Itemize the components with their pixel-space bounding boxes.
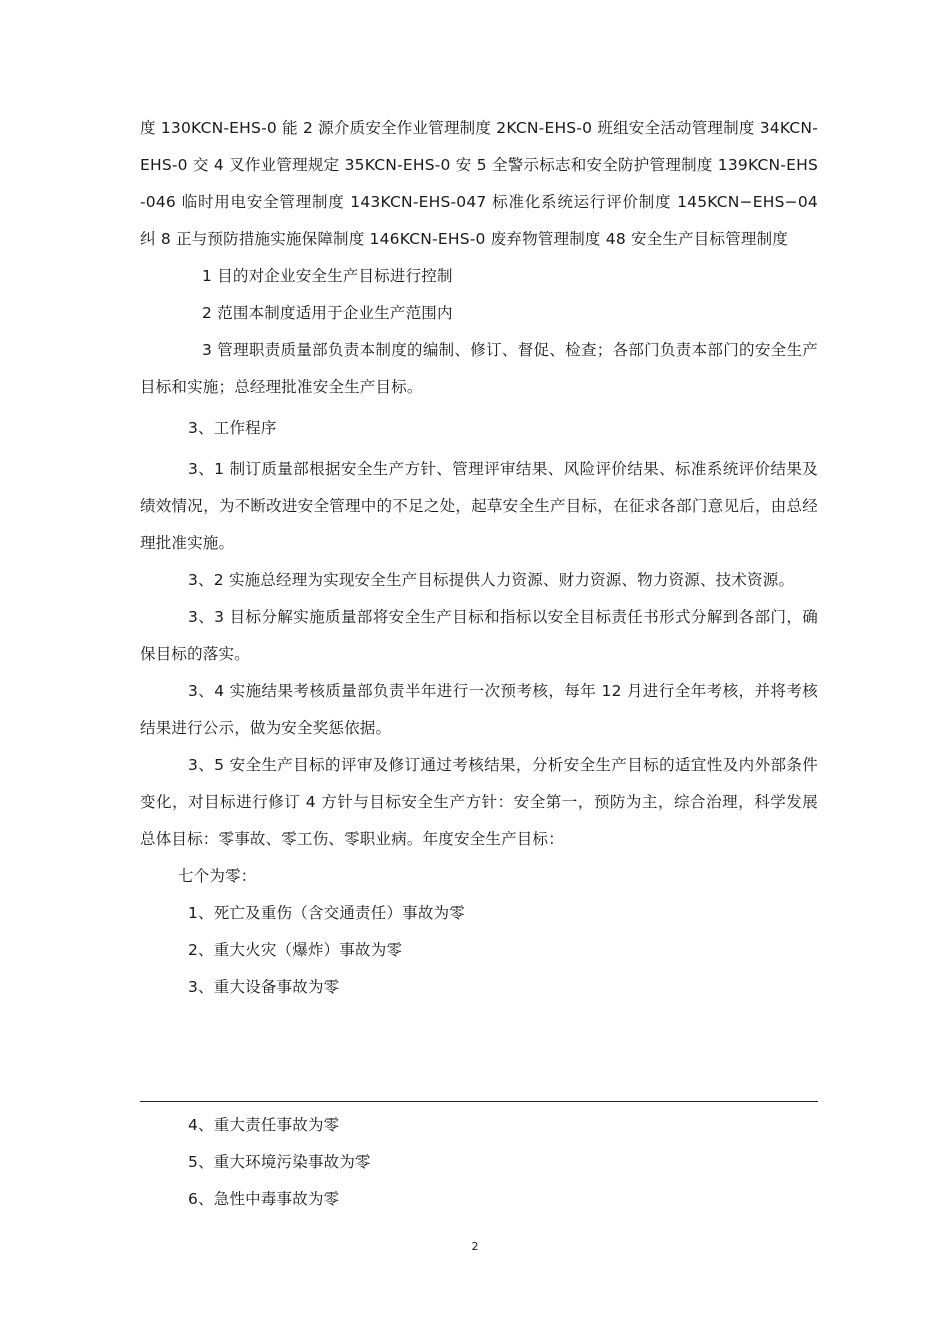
paragraph-scope: 2 范围本制度适用于企业生产范围内 bbox=[202, 304, 453, 322]
list-heading-seven-zeros: 七个为零： bbox=[178, 867, 257, 885]
paragraph-purpose: 1 目的对企业安全生产目标进行控制 bbox=[202, 267, 453, 285]
paragraph-3-4: 3、4 实施结果考核质量部负责半年进行一次预考核，每年 12 月进行全年考核，并将考核结果进行公示，做为安全奖惩依据。 bbox=[140, 682, 818, 737]
list-item: 5、重大环境污染事故为零 bbox=[188, 1153, 371, 1171]
paragraph-3-1: 3、1 制订质量部根据安全生产方针、管理评审结果、风险评价结果、标准系统评价结果及绩效情况，为不断改进安全管理中的不足之处，起草安全生产目标，在征求各部门意见后，由总经理批准实施。 bbox=[140, 460, 818, 552]
paragraph-responsibilities: 3 管理职责质量部负责本制度的编制、修订、督促、检查；各部门负责本部门的安全生产目标和实施；总经理批准安全生产目标。 bbox=[140, 341, 818, 396]
document-body bbox=[140, 110, 818, 1006]
horizontal-divider bbox=[140, 1101, 818, 1102]
list-item: 3、重大设备事故为零 bbox=[188, 978, 340, 996]
paragraph-3-2: 3、2 实施总经理为实现安全生产目标提供人力资源、财力资源、物力资源、技术资源。 bbox=[188, 571, 795, 589]
paragraph-3-3: 3、3 目标分解实施质量部将安全生产目标和指标以安全目标责任书形式分解到各部门，确保目标的落实。 bbox=[140, 608, 818, 663]
list-item: 4、重大责任事故为零 bbox=[188, 1116, 340, 1134]
page-number: 2 bbox=[471, 1240, 479, 1253]
paragraph-3-5: 3、5 安全生产目标的评审及修订通过考核结果，分析安全生产目标的适宜性及内外部条件变化，对目标进行修订 4 方针与目标安全生产方针：安全第一，预防为主，综合治理，科学发展总体目标：零事故、零工伤、零职业病。年度安全生产目标： bbox=[140, 756, 818, 848]
paragraph-regulation-list: 度 130KCN-EHS-0 能 2 源介质安全作业管理制度 2KCN-EHS-0 班组安全活动管理制度 34KCN-EHS-0 交 4 叉作业管理规定 35KCN-EHS-0 安 5 全警示标志和安全防护管理制度 139KCN-EHS-046 临时用电安全管理制度 143KCN-EHS-047 标准化系统运行评价制度 145KCN−EHS−04 纠 8 正与预防措施实施保障制度 146KCN-EHS-0 废弃物管理制度 48 安全生产目标管理制度 bbox=[140, 119, 818, 248]
list-item: 6、急性中毒事故为零 bbox=[188, 1190, 340, 1208]
heading-work-procedure: 3、工作程序 bbox=[188, 419, 277, 437]
list-item: 2、重大火灾（爆炸）事故为零 bbox=[188, 941, 403, 959]
list-item: 1、死亡及重伤（含交通责任）事故为零 bbox=[188, 904, 465, 922]
document-body-continued bbox=[140, 1107, 818, 1218]
